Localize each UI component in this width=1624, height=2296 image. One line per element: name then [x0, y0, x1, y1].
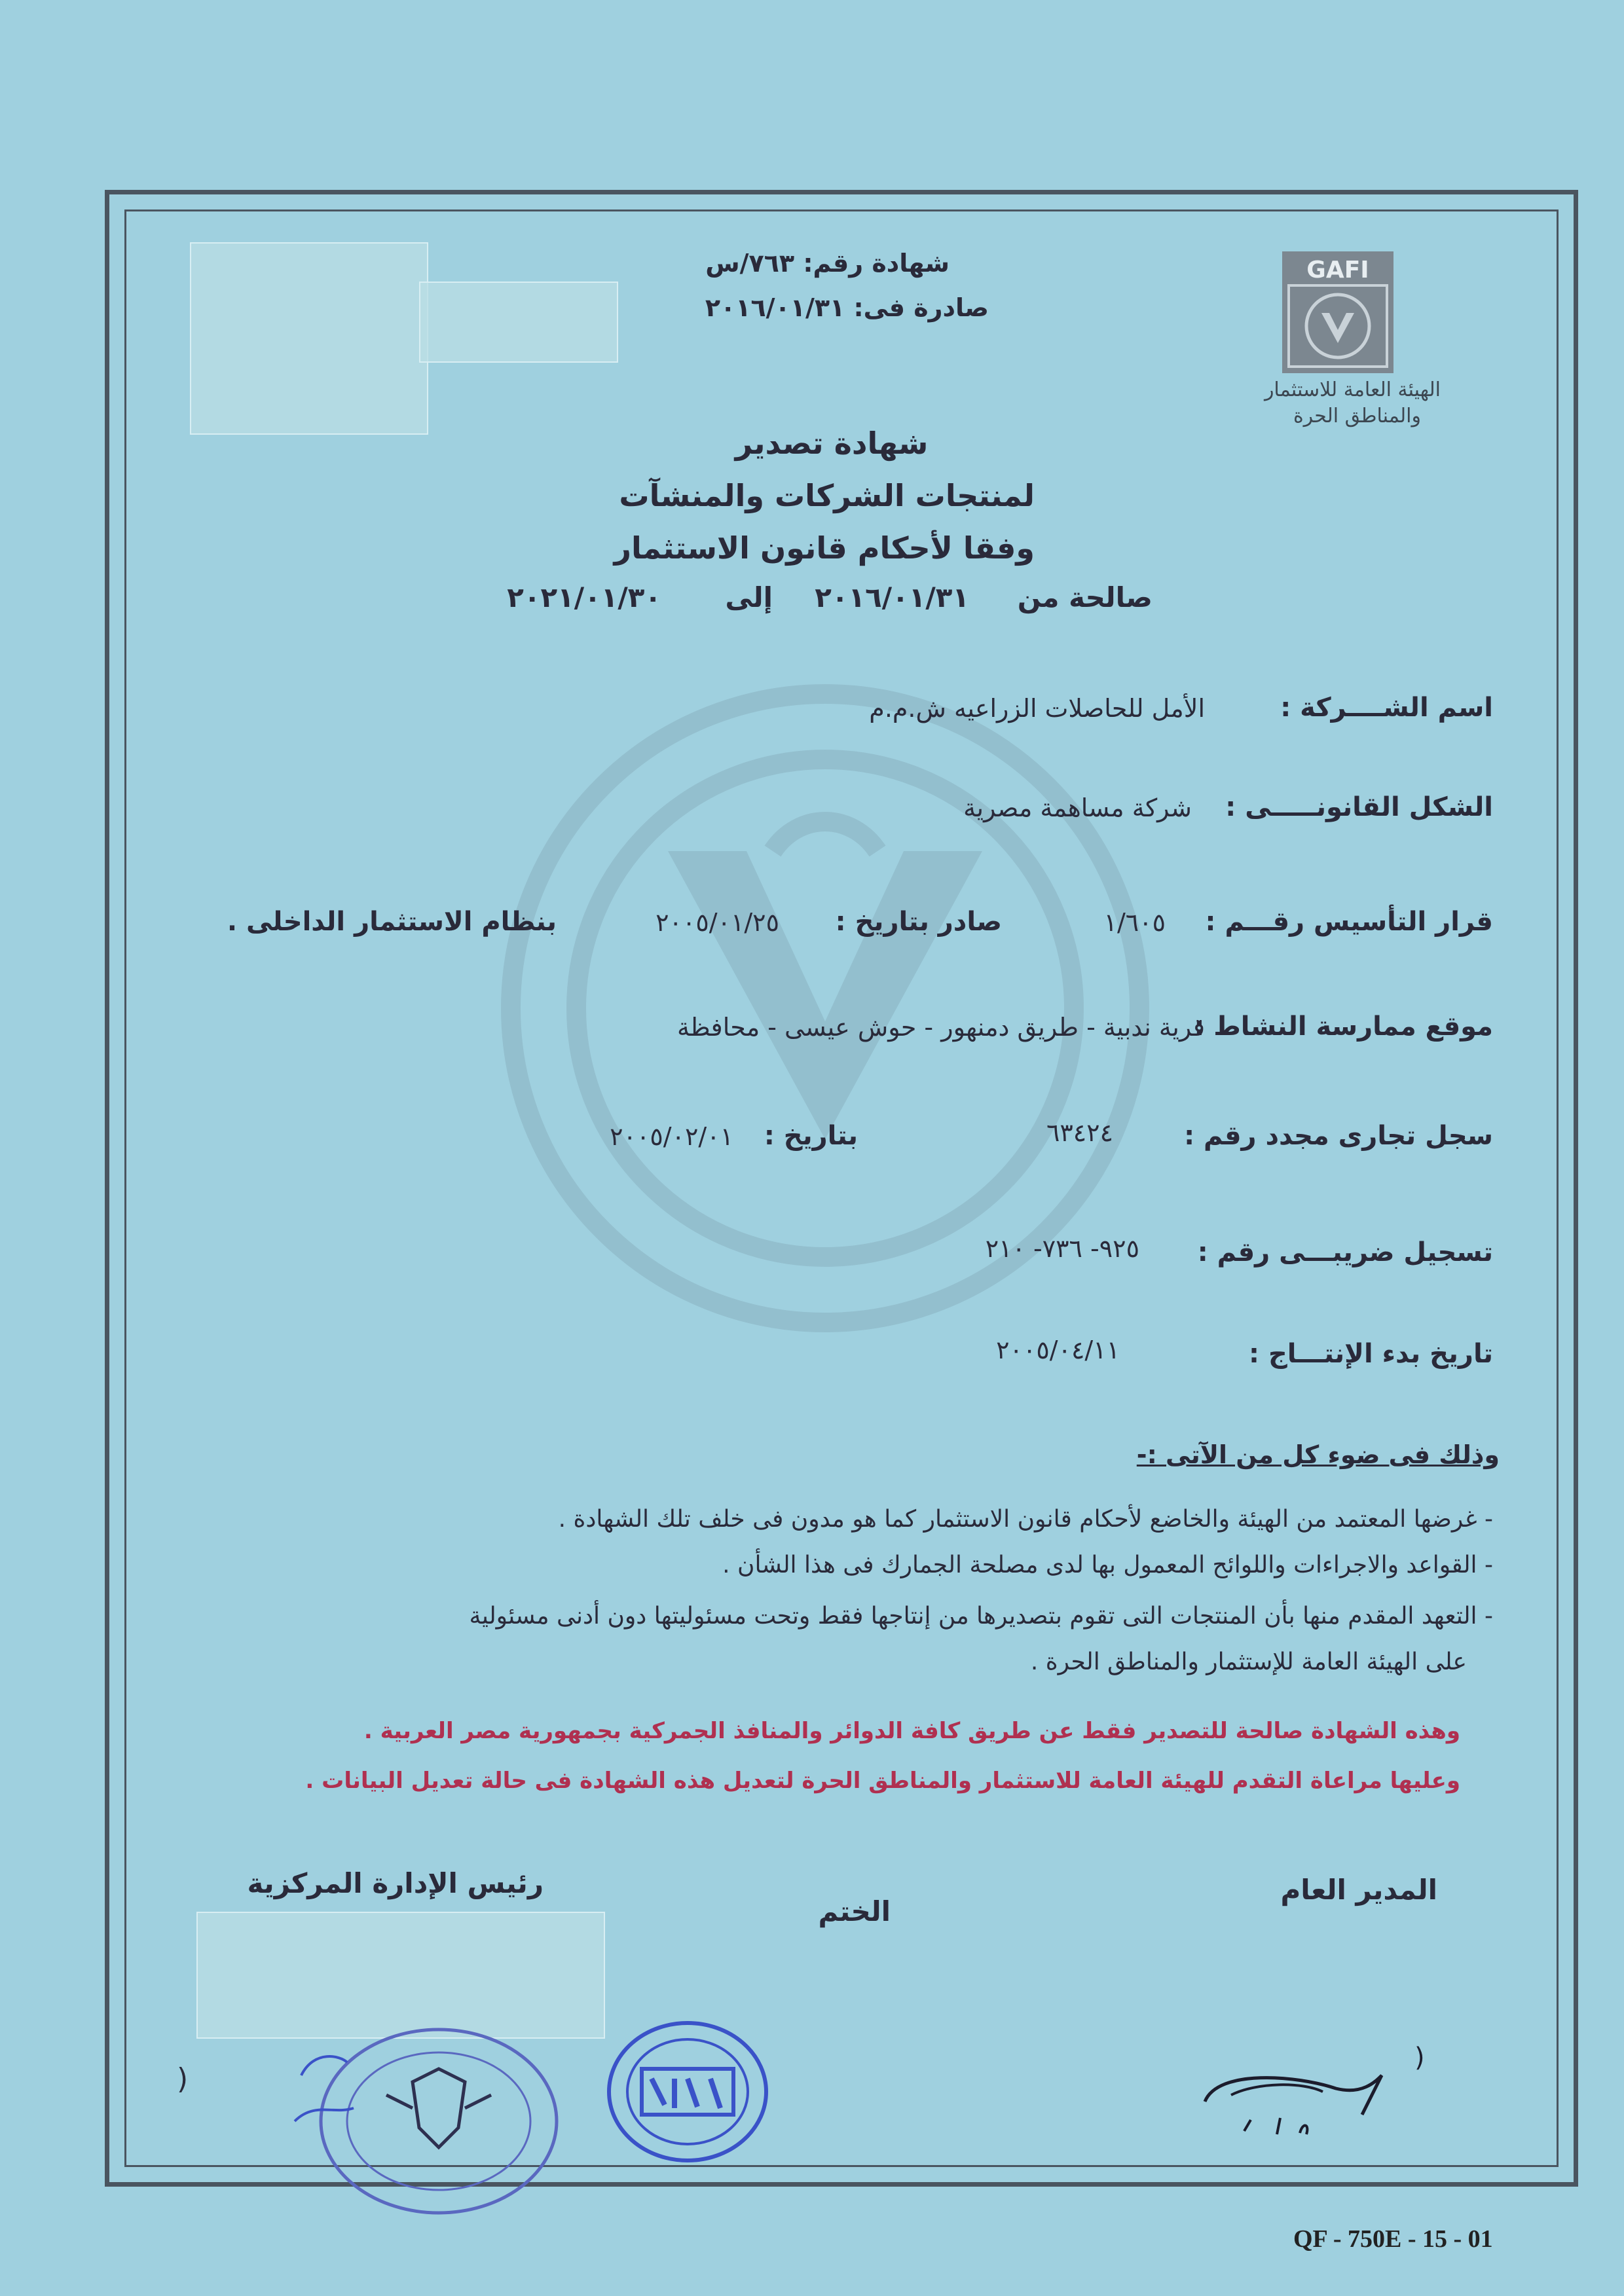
production-label: تاريخ بدء الإنتـــاج :	[1249, 1339, 1493, 1369]
condition-item-2: - القواعد والاجراءات واللوائح المعمول بها لدى مصلحة الجمارك فى هذا الشأن .	[722, 1552, 1493, 1578]
founding-label: قرار التأسيس رقـــم :	[1205, 907, 1493, 937]
title-line1: شهادة تصدير	[735, 426, 929, 461]
condition-item-3: - التعهد المقدم منها بأن المنتجات التى تقوم بتصديرها من إنتاجها فقط وتحت مسئوليتها دون أدنى مسئولية	[469, 1603, 1493, 1630]
form-code: QF - 750E - 15 - 01	[1293, 2225, 1493, 2253]
condition-text-2: القواعد والاجراءات واللوائح المعمول بها لدى مصلحة الجمارك فى هذا الشأن .	[722, 1552, 1477, 1578]
tape-patch-top	[190, 242, 428, 435]
tape-patch-top-strip	[419, 282, 618, 363]
founding-date-label: صادر بتاريخ :	[835, 907, 1002, 937]
founding-number: ١/٦٠٥	[1103, 908, 1166, 937]
logo-line2: والمناطق الحرة	[1293, 405, 1421, 428]
condition-item-1: - غرضها المعتمد من الهيئة والخاضع لأحكام قانون الاستثمار كما هو مدون فى خلف تلك الشهادة .	[558, 1506, 1493, 1533]
notice-line1: وهذه الشهادة صالحة للتصدير فقط عن طريق كافة الدوائر والمنافذ الجمركية بجمهورية مصر العربية .	[363, 1718, 1460, 1744]
registry-label: سجل تجارى مجدد رقم :	[1184, 1121, 1493, 1151]
tape-patch-bottom	[196, 1912, 605, 2039]
title-line2: لمنتجات الشركات والمنشآت	[619, 478, 1035, 513]
valid-to-date: ٢٠٢١/٠١/٣٠	[507, 581, 661, 613]
left-paren: (	[177, 2062, 189, 2096]
registry-date-label: بتاريخ :	[764, 1121, 858, 1151]
registry-date: ٢٠٠٥/٠٢/٠١	[610, 1122, 733, 1151]
company-value: الأمل للحاصلات الزراعيه ش.م.م	[869, 694, 1205, 723]
location-value: قرية ندبية - طريق دمنهور - حوش عيسى - محافظة	[677, 1013, 1205, 1042]
logo-abbrev: GAFI	[1306, 257, 1369, 283]
issue-date: صادرة فى: ٢٠١٦/٠١/٣١	[705, 293, 989, 322]
legal-form-value: شركة مساهمة مصرية	[963, 793, 1192, 822]
central-admin-head-label: رئيس الإدارة المركزية	[247, 1867, 544, 1899]
valid-from-date: ٢٠١٦/٠١/٣١	[815, 581, 969, 613]
condition-text-1: غرضها المعتمد من الهيئة والخاضع لأحكام قانون الاستثمار كما هو مدون فى خلف تلك الشهادة .	[558, 1506, 1477, 1533]
cert-number: شهادة رقم: ٧٦٣/س	[705, 249, 950, 278]
tax-value: ٩٢٥- ٧٣٦- ٢١٠	[985, 1234, 1139, 1263]
logo-line1: الهيئة العامة للاستثمار	[1264, 378, 1441, 401]
location-label: موقع ممارسة النشاط :	[1194, 1011, 1493, 1042]
founding-date: ٢٠٠٥/٠١/٢٥	[655, 908, 779, 937]
registry-number: ٦٣٤٢٤	[1046, 1118, 1113, 1147]
founding-system: بنظام الاستثمار الداخلى .	[227, 907, 557, 937]
general-manager-label: المدير العام	[1280, 1874, 1437, 1906]
condition-item-3-cont: على الهيئة العامة للإستثمار والمناطق الحرة .	[1030, 1649, 1467, 1675]
eagle-seal-icon	[288, 2023, 563, 2219]
legal-form-label: الشكل القانونـــــى :	[1225, 792, 1493, 822]
notice-line2: وعليها مراعاة التقدم للهيئة العامة للاستثمار والمناطق الحرة لتعديل هذه الشهادة فى حالة تعديل البيانات .	[305, 1768, 1460, 1794]
tax-label: تسجيل ضريبـــى رقم :	[1197, 1237, 1493, 1267]
svg-text:): )	[1414, 2043, 1425, 2073]
round-stamp-icon	[602, 2016, 773, 2167]
title-line3: وفقا لأحكام قانون الاستثمار	[614, 530, 1035, 566]
manager-signature-icon	[1166, 2043, 1467, 2147]
valid-to-label: إلى	[725, 581, 773, 613]
production-date: ٢٠٠٥/٠٤/١١	[996, 1336, 1120, 1364]
stamp-label: الختم	[818, 1895, 891, 1927]
company-label: اسم الشــــركة :	[1280, 693, 1493, 723]
valid-from-label: صالحة من	[1017, 581, 1153, 613]
condition-text-3: التعهد المقدم منها بأن المنتجات التى تقوم بتصديرها من إنتاجها فقط وتحت مسئوليتها دون أدنى مسئولية	[469, 1603, 1477, 1630]
conditions-heading: وذلك فى ضوء كل من الآتى :-	[1136, 1440, 1500, 1469]
